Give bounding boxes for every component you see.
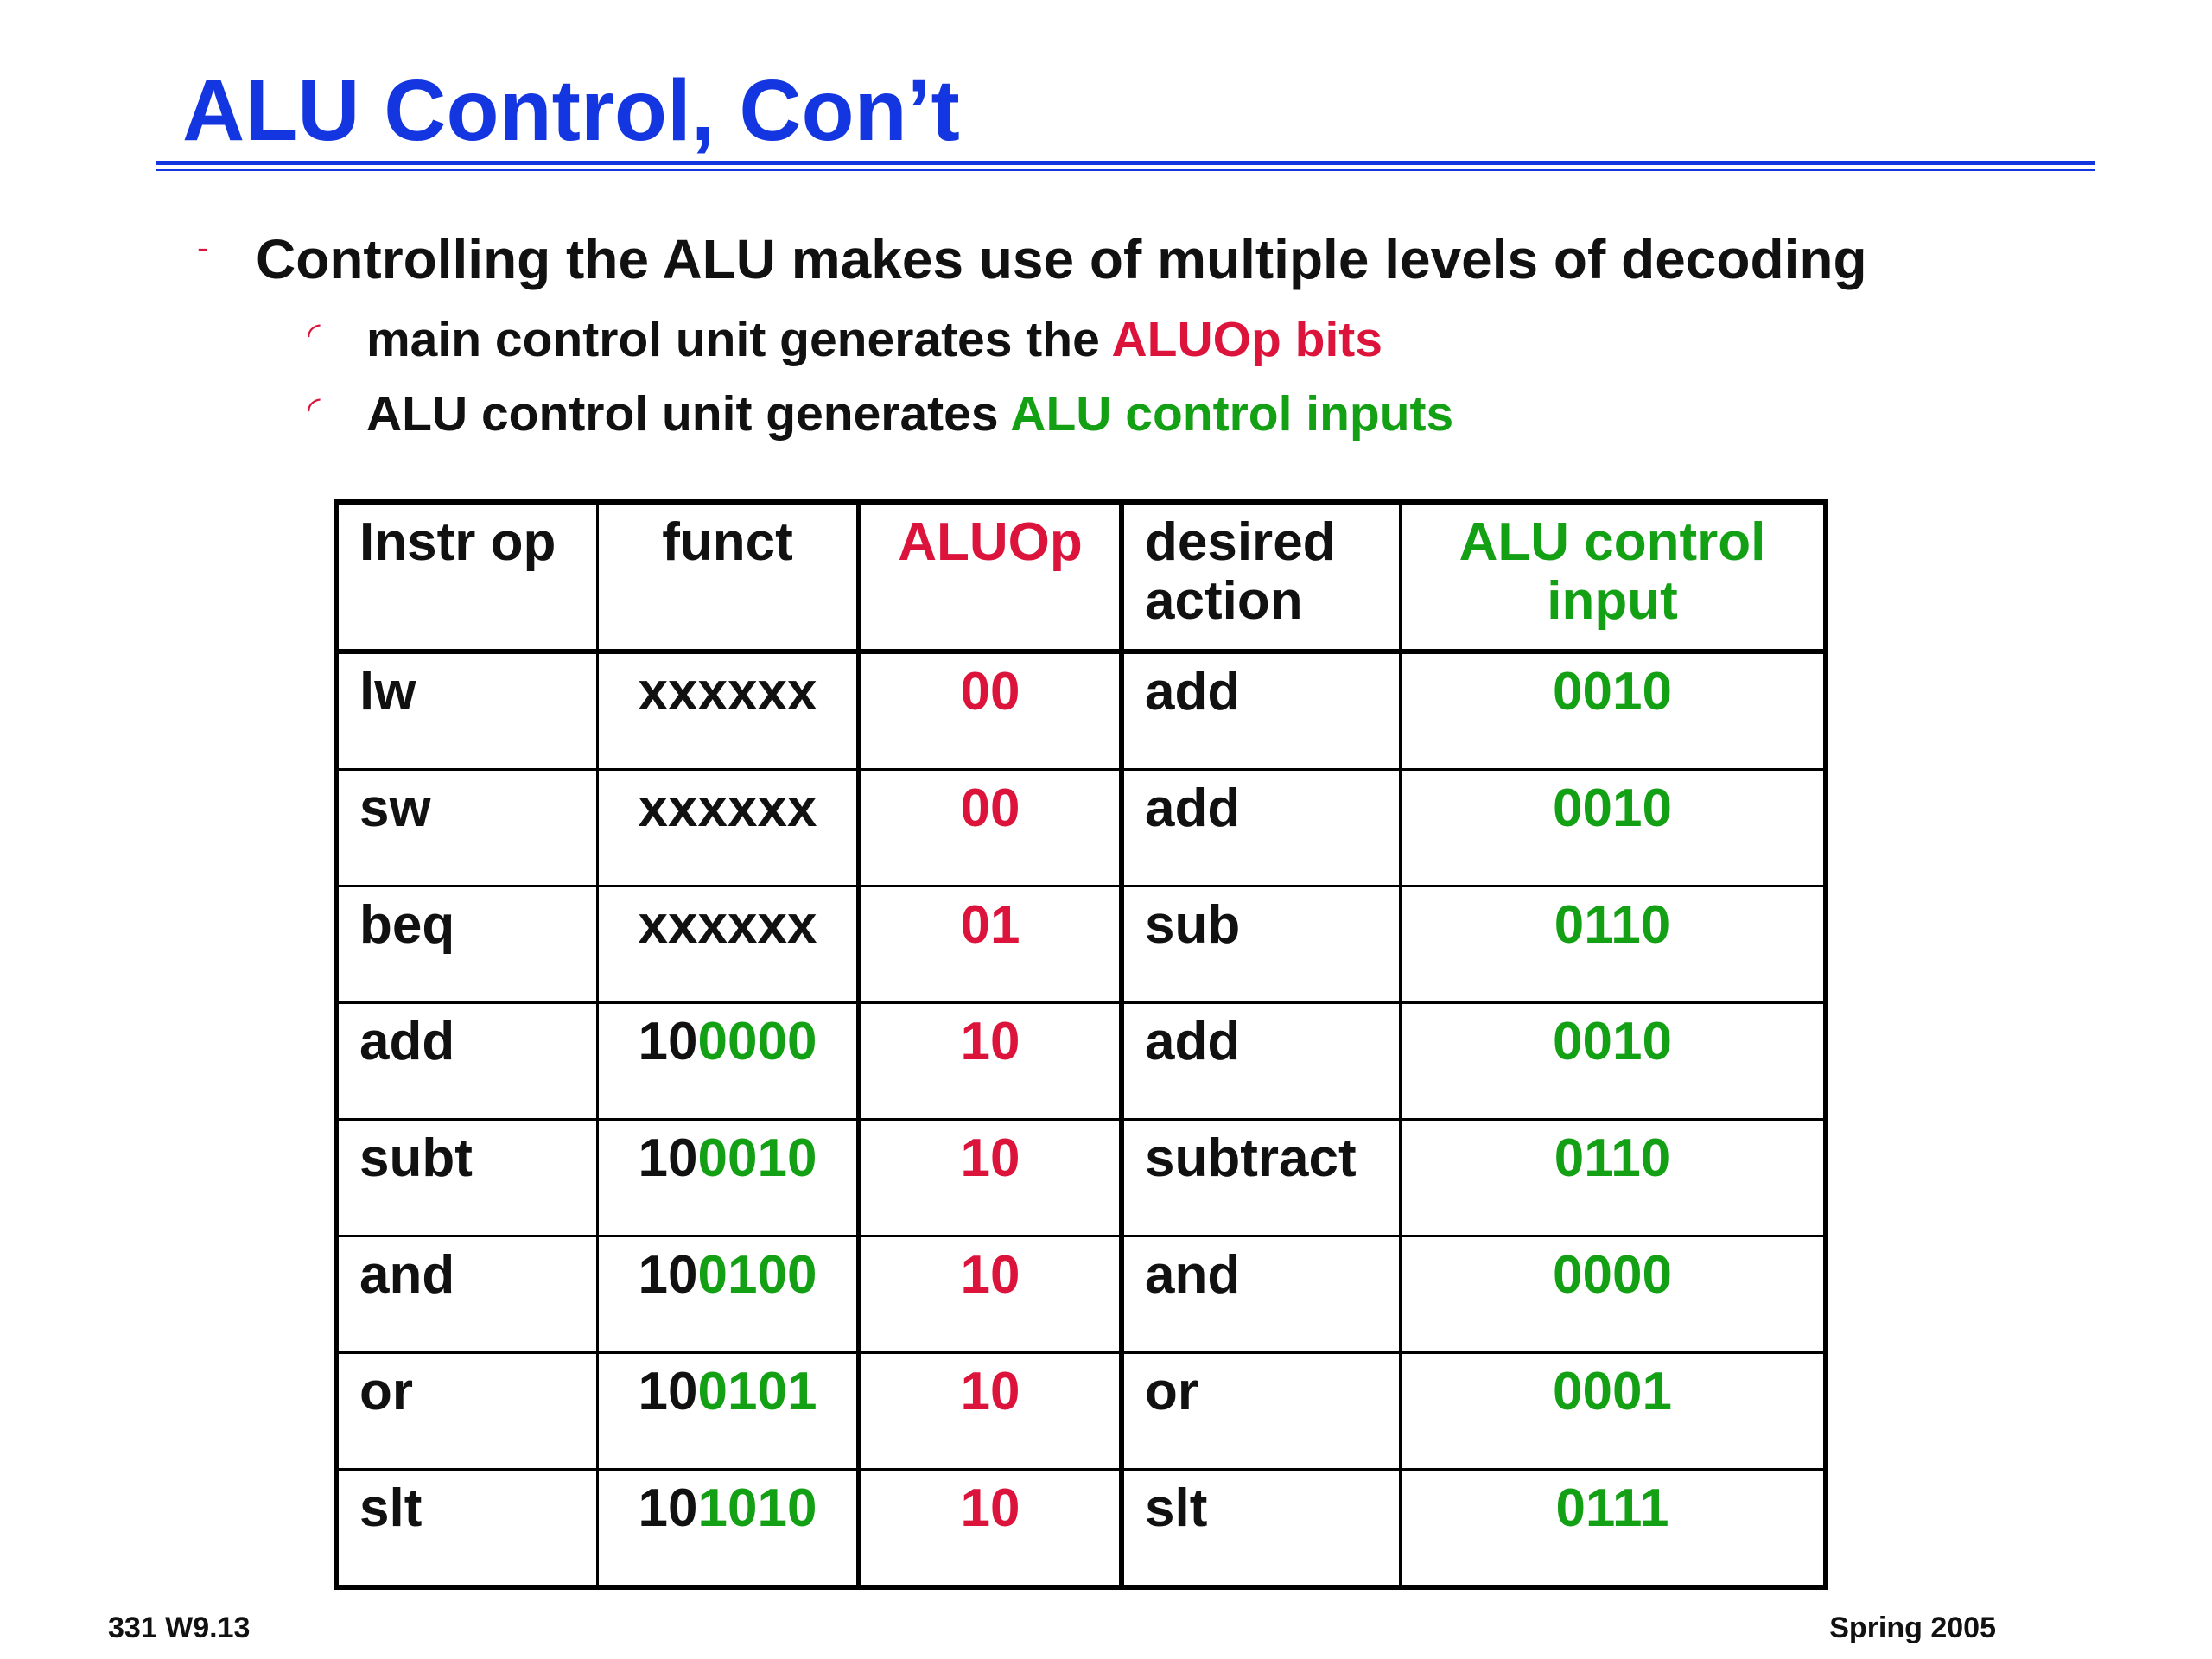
title-underline (156, 161, 2095, 165)
cell-instr-op: add (336, 1003, 598, 1120)
table-row (336, 1120, 1826, 1236)
header-desired-action: desired action (1122, 502, 1401, 652)
cell-alu-control-input: 0110 (1401, 1120, 1827, 1236)
cell-funct (598, 1470, 860, 1588)
cell-instr-op: beq (336, 887, 598, 1003)
alu-control-inputs-highlight: ALU control inputs (1010, 386, 1454, 442)
cell-desired-action: add (1122, 770, 1401, 887)
cell-instr-op: or (336, 1353, 598, 1470)
cell-alu-control-input: 0001 (1401, 1353, 1827, 1470)
cell-aluop: 10 (859, 1470, 1122, 1588)
cell-desired-action: add (1122, 1003, 1401, 1120)
cell-desired-action: subtract (1122, 1120, 1401, 1236)
cell-desired-action: and (1122, 1236, 1401, 1353)
funct-prefix: xxxxxx (638, 895, 817, 955)
cell-alu-control-input: 0110 (1401, 887, 1827, 1003)
cell-aluop: 10 (859, 1236, 1122, 1353)
table-row (336, 1003, 1826, 1120)
cell-aluop: 00 (859, 770, 1122, 887)
cell-aluop: 00 (859, 652, 1122, 770)
sub-bullet-2-text (366, 387, 1453, 442)
table-row (336, 1236, 1826, 1353)
funct-suffix: 0010 (697, 1128, 817, 1188)
cell-aluop: 10 (859, 1353, 1122, 1470)
sub-bullet-2-prefix: ALU control unit generates (366, 386, 1011, 442)
cell-funct (598, 1003, 860, 1120)
table-row (336, 770, 1826, 887)
funct-suffix: 0100 (697, 1245, 817, 1305)
cell-alu-control-input: 0000 (1401, 1236, 1827, 1353)
table-row (336, 652, 1826, 770)
cell-desired-action: slt (1122, 1470, 1401, 1588)
cell-funct (598, 1120, 860, 1236)
funct-prefix: xxxxxx (638, 662, 817, 721)
cell-funct (598, 770, 860, 887)
cell-alu-control-input: 0111 (1401, 1470, 1827, 1588)
sub-bullet-1-prefix: main control unit generates the (366, 312, 1112, 367)
table-header-row (336, 502, 1826, 652)
cell-funct (598, 1353, 860, 1470)
table-body (336, 652, 1826, 1587)
title-underline-thin (156, 169, 2095, 171)
header-aluop: ALUOp (859, 502, 1122, 652)
funct-prefix: 10 (638, 1012, 698, 1071)
cell-instr-op: lw (336, 652, 598, 770)
bullet-marker: - (197, 229, 209, 267)
table-row (336, 887, 1826, 1003)
cell-instr-op: slt (336, 1470, 598, 1588)
cell-instr-op: sw (336, 770, 598, 887)
alu-control-table (334, 499, 1828, 1590)
cell-instr-op: subt (336, 1120, 598, 1236)
cell-funct (598, 887, 860, 1003)
footer-term: Spring 2005 (1829, 1611, 1996, 1644)
header-instr-op: Instr op (336, 502, 598, 652)
table-row (336, 1353, 1826, 1470)
funct-prefix: 10 (638, 1362, 698, 1421)
cell-aluop: 10 (859, 1003, 1122, 1120)
cell-desired-action: add (1122, 652, 1401, 770)
cell-alu-control-input: 0010 (1401, 1003, 1827, 1120)
slide-title: ALU Control, Con’t (182, 62, 960, 159)
cell-funct (598, 652, 860, 770)
funct-suffix: 0101 (697, 1362, 817, 1421)
cell-aluop: 10 (859, 1120, 1122, 1236)
cell-desired-action: or (1122, 1353, 1401, 1470)
funct-prefix: xxxxxx (638, 779, 817, 838)
funct-prefix: 10 (638, 1478, 698, 1538)
cell-desired-action: sub (1122, 887, 1401, 1003)
cell-alu-control-input: 0010 (1401, 652, 1827, 770)
cell-aluop: 01 (859, 887, 1122, 1003)
sub-bullet-marker: ◜ (308, 391, 321, 428)
funct-suffix: 0000 (697, 1012, 817, 1071)
sub-bullet-1-text (366, 313, 1382, 367)
table-row (336, 1470, 1826, 1588)
cell-instr-op: and (336, 1236, 598, 1353)
funct-prefix: 10 (638, 1245, 698, 1305)
sub-bullet-marker: ◜ (308, 317, 321, 353)
funct-prefix: 10 (638, 1128, 698, 1188)
aluop-bits-highlight: ALUOp bits (1111, 312, 1382, 367)
cell-funct (598, 1236, 860, 1353)
header-alu-control-input: ALU control input (1401, 502, 1827, 652)
cell-alu-control-input: 0010 (1401, 770, 1827, 887)
funct-suffix: 1010 (697, 1478, 817, 1538)
main-bullet-text: Controlling the ALU makes use of multiple levels of decoding (256, 228, 1867, 290)
footer-course-id: 331 W9.13 (108, 1611, 251, 1644)
header-funct: funct (598, 502, 860, 652)
